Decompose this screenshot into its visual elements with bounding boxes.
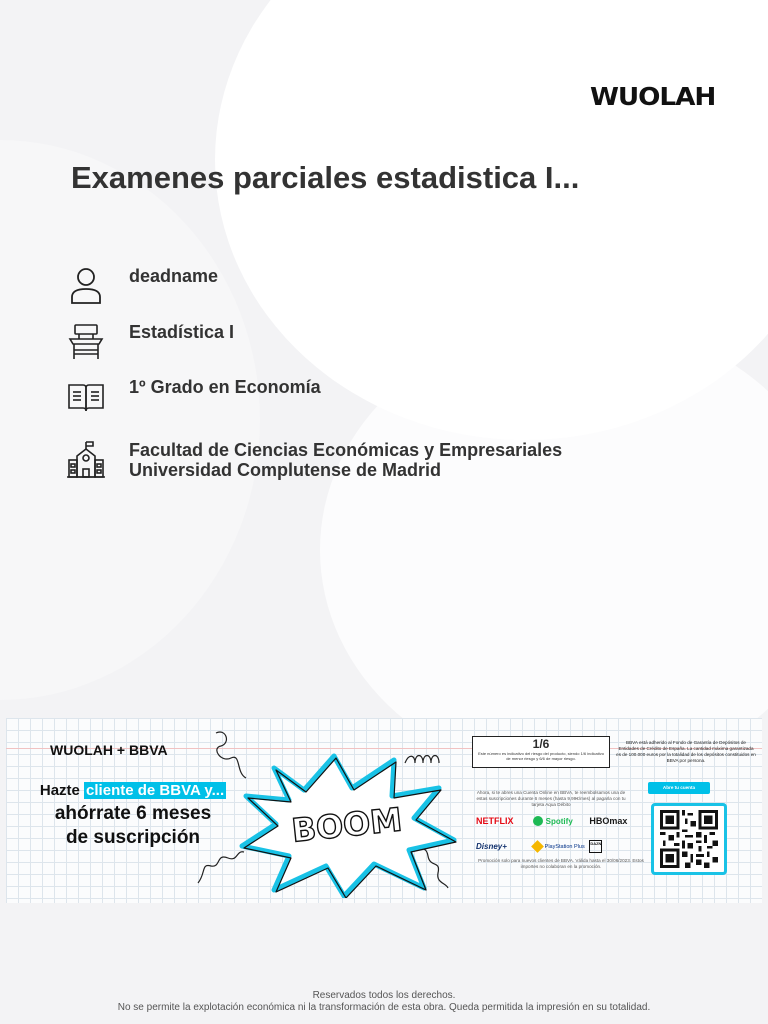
institution-text bbox=[129, 440, 562, 480]
faculty-name: Facultad de Ciencias Económicas y Empresariales bbox=[129, 440, 563, 460]
banner-headline bbox=[28, 780, 238, 850]
spotify-label: Spotify bbox=[545, 816, 573, 826]
risk-text: Este número es indicativo del riesgo del producto, siendo 1/6 indicativo de menor riesgo y 6/6 de mayor riesgo. bbox=[478, 751, 604, 761]
bbva-ad-banner[interactable] bbox=[6, 718, 762, 903]
spotify-icon bbox=[533, 816, 543, 826]
author-name: deadname bbox=[129, 266, 219, 286]
university-name: Universidad Complutense de Madrid bbox=[129, 460, 442, 480]
playstation-plus-logo bbox=[533, 842, 590, 851]
banner-logo-wuolah: WUOLAH bbox=[50, 742, 113, 758]
wuolah-logo[interactable]: WUOLAH bbox=[590, 82, 716, 111]
banner-logo bbox=[50, 742, 168, 758]
footer-notice: No se permite la explotación económica ni la transformación de esta obra. Queda permitida la impresión en su totalidad. bbox=[117, 1002, 651, 1013]
author-row bbox=[64, 266, 218, 306]
open-book-icon bbox=[64, 377, 108, 417]
background-shape bbox=[0, 140, 260, 700]
degree-name: 1º Grado en Economía bbox=[129, 377, 321, 397]
boom-burst-graphic bbox=[234, 748, 462, 898]
deposit-guarantee-text: BBVA está adherido al Fondo de Garantía de Depósitos de Entidades de Crédito de España. La cantidad máxima garantizada es de 100.000 euros por la totalidad de los depósitos constituidos en BBVA por persona. bbox=[616, 740, 756, 763]
document-title: Examenes parciales estadistica I... bbox=[71, 160, 580, 195]
copyright-footer bbox=[0, 990, 768, 1014]
subject-name: Estadística I bbox=[129, 322, 235, 342]
banner-logo-plus: + bbox=[116, 742, 126, 758]
faculty-row bbox=[64, 440, 562, 480]
dazn-logo: DAZN bbox=[589, 840, 602, 853]
disney-plus-logo: Disney+ bbox=[476, 842, 507, 851]
risk-indicator-box bbox=[472, 736, 610, 768]
playstation-plus-label: PlayStation Plus bbox=[544, 843, 585, 850]
playstation-plus-icon bbox=[531, 840, 544, 853]
spotify-logo bbox=[533, 816, 590, 826]
promo-conditions-text: Promoción solo para nuevos clientes de BBVA. Válida hasta el 30/06/2023. Estos importes no colaboran en la promoción. bbox=[478, 858, 644, 869]
headline-prefix: Hazte bbox=[39, 782, 85, 799]
open-account-button[interactable]: Abre tu cuenta bbox=[648, 782, 710, 794]
headline-line-2: ahórrate 6 meses bbox=[54, 803, 212, 824]
boom-text: BOOM bbox=[289, 800, 404, 850]
footer-rights: Reservados todos los derechos. bbox=[312, 990, 456, 1001]
subject-row bbox=[64, 322, 234, 362]
netflix-logo: NETFLIX bbox=[476, 816, 514, 826]
offer-text: Ahora, si te abres una Cuenta Online en BBVA, te reembolsamos una de estas suscripciones durante 6 meses (hasta 9,99€/mes) al pagarla con tu tarjeta Aqua Débito bbox=[476, 790, 626, 807]
risk-value: 1/6 bbox=[532, 737, 550, 751]
qr-code-icon bbox=[658, 810, 720, 868]
school-desk-icon bbox=[64, 322, 108, 362]
school-building-icon bbox=[64, 440, 108, 480]
degree-row bbox=[64, 377, 321, 417]
user-icon bbox=[64, 266, 108, 306]
subscription-brands bbox=[476, 816, 646, 853]
headline-highlight: cliente de BBVA y... bbox=[86, 782, 225, 799]
qr-code[interactable] bbox=[651, 803, 727, 875]
headline-line-3: de suscripción bbox=[65, 827, 201, 848]
banner-logo-bbva: BBVA bbox=[128, 742, 168, 758]
hbomax-logo: HBOmax bbox=[589, 816, 628, 826]
